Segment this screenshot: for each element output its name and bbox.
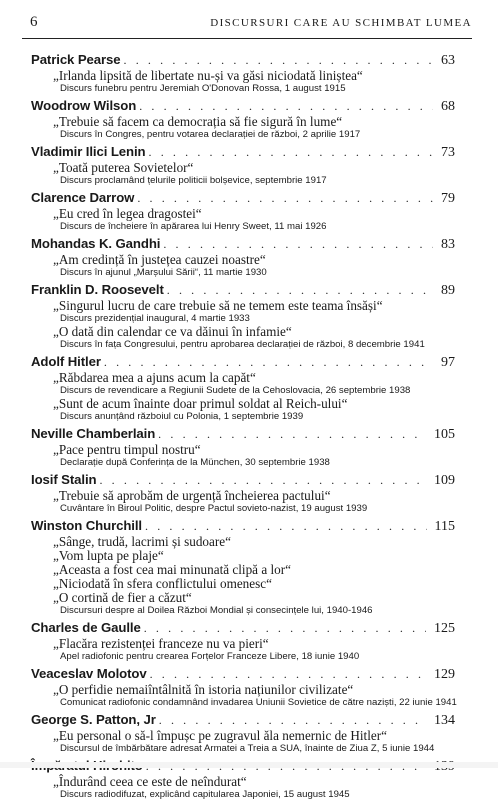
page-reference: 83 xyxy=(441,237,455,252)
page-reference: 63 xyxy=(441,53,455,68)
speech-item xyxy=(53,443,455,469)
speech-quote: „Singurul lucru de care trebuie să ne temem este teama însăși“ xyxy=(53,298,383,313)
speech-quote: „O dată din calendar ce va dăinui în infamie“ xyxy=(53,324,292,339)
speech-item xyxy=(53,577,455,591)
speaker-name: Adolf Hitler xyxy=(31,354,101,369)
dot-leader xyxy=(167,283,433,298)
speech-quote: „Toată puterea Sovietelor“ xyxy=(53,160,194,175)
speech-item xyxy=(53,207,455,233)
speaker-name: Vladimir Ilici Lenin xyxy=(31,144,146,159)
page-reference: 89 xyxy=(441,283,455,298)
toc-heading-row xyxy=(31,282,455,299)
speech-quote: „Sunt de acum înainte doar primul soldat al Reich-ului“ xyxy=(53,396,348,411)
page-reference: 125 xyxy=(434,621,455,636)
speech-quote: „Trebuie să aprobăm de urgență încheierea pactului“ xyxy=(53,488,331,503)
page-number: 6 xyxy=(30,14,38,30)
dot-leader xyxy=(163,237,433,252)
toc-heading-row xyxy=(31,518,455,535)
page-reference: 115 xyxy=(434,519,455,534)
speaker-name: Charles de Gaulle xyxy=(31,620,141,635)
speech-quote: „Răbdarea mea a ajuns acum la capăt“ xyxy=(53,370,256,385)
speech-quote: „Am credință în justețea cauzei noastre“ xyxy=(53,252,266,267)
toc-heading-row xyxy=(31,52,455,69)
toc-heading-row xyxy=(31,144,455,161)
speaker-name: Patrick Pearse xyxy=(31,52,121,67)
toc-entry xyxy=(31,190,455,233)
speech-item xyxy=(53,729,455,755)
speech-item xyxy=(53,299,455,325)
toc-entry xyxy=(31,98,455,141)
speech-item xyxy=(53,591,455,617)
speech-item xyxy=(53,69,455,95)
dot-leader xyxy=(139,99,433,114)
speech-item xyxy=(53,563,455,577)
toc-entry xyxy=(31,666,455,709)
speech-item xyxy=(53,371,455,397)
dot-leader xyxy=(99,473,426,488)
speech-item xyxy=(53,161,455,187)
toc-heading-row xyxy=(31,666,455,683)
dot-leader xyxy=(158,427,426,442)
running-title: DISCURSURI CARE AU SCHIMBAT LUMEA xyxy=(210,17,472,29)
speech-quote: „Vom lupta pe plaje“ xyxy=(53,548,164,563)
speech-item xyxy=(53,115,455,141)
speech-occasion: Comunicat radiofonic condamnând invadarea Uniunii Sovietice de către naziști, 22 iunie 1941 xyxy=(60,697,457,708)
speech-occasion: Discurs de încheiere în apărarea lui Henry Sweet, 11 mai 1926 xyxy=(60,221,327,232)
speech-occasion: Discurs de revendicare a Regiunii Sudete de la Cehoslovacia, 26 septembrie 1938 xyxy=(60,385,411,396)
speech-occasion: Discursul de îmbărbătare adresat Armatei a Treia a SUA, înainte de Ziua Z, 5 iunie 1944 xyxy=(60,743,435,754)
speaker-name: Veaceslav Molotov xyxy=(31,666,147,681)
dot-leader xyxy=(104,355,433,370)
page-reference: 73 xyxy=(441,145,455,160)
speech-quote: „Eu cred în legea dragostei“ xyxy=(53,206,202,221)
speech-occasion: Discurs funebru pentru Jeremiah O'Donovan Rossa, 1 august 1915 xyxy=(60,83,346,94)
page-reference: 79 xyxy=(441,191,455,206)
toc-heading-row xyxy=(31,426,455,443)
toc-entry xyxy=(31,472,455,515)
speaker-name: Neville Chamberlain xyxy=(31,426,156,441)
speaker-name: Winston Churchill xyxy=(31,518,142,533)
toc-heading-row xyxy=(31,620,455,637)
speech-occasion: Discurs prezidențial inaugural, 4 martie 1933 xyxy=(60,313,250,324)
speech-item xyxy=(53,325,455,351)
toc-heading-row xyxy=(31,354,455,371)
speech-occasion: Discursuri despre al Doilea Război Mondial și consecințele lui, 1940-1946 xyxy=(60,605,373,616)
page-header xyxy=(30,14,472,36)
toc-entry xyxy=(31,52,455,95)
speaker-name: Iosif Stalin xyxy=(31,472,97,487)
page-reference: 68 xyxy=(441,99,455,114)
speech-item xyxy=(53,775,455,801)
speaker-name: Woodrow Wilson xyxy=(31,98,137,113)
toc-entry xyxy=(31,354,455,423)
speech-item xyxy=(53,535,455,549)
dot-leader xyxy=(124,53,433,68)
speech-quote: „Flacăra rezistenței franceze nu va pieri“ xyxy=(53,636,269,651)
page-reference: 105 xyxy=(434,427,455,442)
speech-quote: „Îndurând ceea ce este de neîndurat“ xyxy=(53,774,247,789)
dot-leader xyxy=(150,667,426,682)
toc-entry xyxy=(31,712,455,755)
toc-entry xyxy=(31,426,455,469)
speech-item xyxy=(53,253,455,279)
speech-occasion: Discurs anunțând războiul cu Polonia, 1 septembrie 1939 xyxy=(60,411,304,422)
toc-entry xyxy=(31,144,455,187)
speech-quote: „O perfidie nemaiîntâlnită în istoria națiunilor civilizate“ xyxy=(53,682,354,697)
page-bottom-edge xyxy=(0,762,498,768)
toc-heading-row xyxy=(31,98,455,115)
speech-item xyxy=(53,489,455,515)
speaker-name: Franklin D. Roosevelt xyxy=(31,282,164,297)
speech-quote: „O cortină de fier a căzut“ xyxy=(53,590,192,605)
speech-quote: „Aceasta a fost cea mai minunată clipă a lor“ xyxy=(53,562,291,577)
page-reference: 129 xyxy=(434,667,455,682)
toc-entry xyxy=(31,236,455,279)
speech-quote: „Trebuie să facem ca democrația să fie sigură în lume“ xyxy=(53,114,343,129)
header-rule xyxy=(22,38,472,39)
speech-occasion: Declarație după Conferința de la München, 30 septembrie 1938 xyxy=(60,457,330,468)
toc-entry xyxy=(31,620,455,663)
speech-item xyxy=(53,397,455,423)
dot-leader xyxy=(137,191,433,206)
toc-entry xyxy=(31,518,455,617)
toc-heading-row xyxy=(31,190,455,207)
speaker-name: Mohandas K. Gandhi xyxy=(31,236,161,251)
speech-quote: „Eu personal o să-l împușc pe zugravul ăla nemernic de Hitler“ xyxy=(53,728,387,743)
dot-leader xyxy=(149,145,433,160)
speech-quote: „Irlanda lipsită de libertate nu-și va găsi niciodată liniștea“ xyxy=(53,68,363,83)
speech-occasion: Discurs în Congres, pentru votarea declarației de război, 2 aprilie 1917 xyxy=(60,129,361,140)
speaker-name: George S. Patton, Jr xyxy=(31,712,156,727)
table-of-contents xyxy=(31,52,455,804)
toc-heading-row xyxy=(31,712,455,729)
speech-occasion: Apel radiofonic pentru crearea Forțelor Franceze Libere, 18 iunie 1940 xyxy=(60,651,360,662)
speaker-name: Clarence Darrow xyxy=(31,190,135,205)
speech-occasion: Discurs în ajunul „Marșului Sării“, 11 martie 1930 xyxy=(60,267,267,278)
speech-item xyxy=(53,549,455,563)
page-reference: 109 xyxy=(434,473,455,488)
speech-occasion: Discurs proclamând țelurile politicii bolșevice, septembrie 1917 xyxy=(60,175,327,186)
dot-leader xyxy=(159,713,426,728)
speech-quote: „Sânge, trudă, lacrimi și sudoare“ xyxy=(53,534,231,549)
speech-occasion: Discurs radiodifuzat, explicând capitularea Japoniei, 15 august 1945 xyxy=(60,789,350,800)
speech-item xyxy=(53,637,455,663)
speech-quote: „Pace pentru timpul nostru“ xyxy=(53,442,201,457)
speech-occasion: Cuvântare în Biroul Politic, despre Pactul sovieto-nazist, 19 august 1939 xyxy=(60,503,368,514)
toc-entry xyxy=(31,282,455,351)
page-reference: 97 xyxy=(441,355,455,370)
dot-leader xyxy=(144,621,426,636)
toc-heading-row xyxy=(31,472,455,489)
speech-quote: „Niciodată în sfera conflictului omenesc“ xyxy=(53,576,272,591)
dot-leader xyxy=(145,519,427,534)
speech-item xyxy=(53,683,455,709)
toc-heading-row xyxy=(31,236,455,253)
speech-occasion: Discurs în fața Congresului, pentru aprobarea declarației de război, 8 decembrie 1941 xyxy=(60,339,425,350)
page-reference: 134 xyxy=(434,713,455,728)
